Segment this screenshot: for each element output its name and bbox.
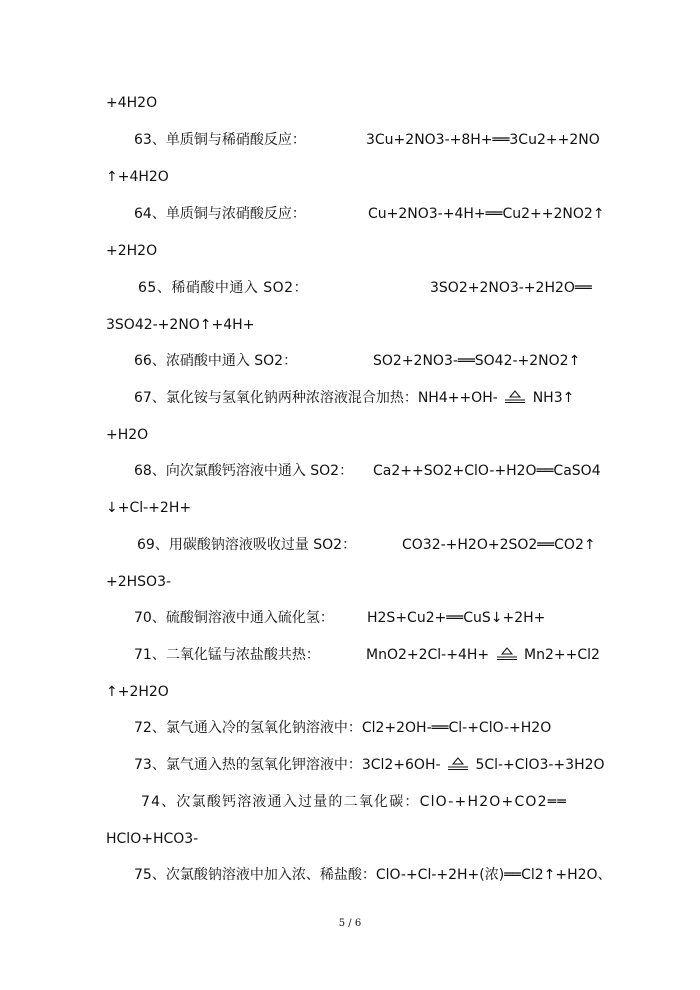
item-67-text	[134, 389, 574, 407]
text-line: ↓+Cl-+2H+	[106, 500, 192, 516]
item-67-product: NH3↑	[532, 390, 575, 406]
item-69-equation: CO32-+H2O+2SO2══CO2↑	[402, 537, 596, 553]
item-67-label: 67、氯化铵与氢氧化钠两种浓溶液混合加热：NH4++OH-	[134, 390, 498, 406]
item-73-products: 5Cl-+ClO3-+3H2O	[475, 757, 605, 773]
item-74-text: 74、次氯酸钙溶液通入过量的二氧化碳：ClO-+H2O+CO2══	[141, 794, 568, 810]
page-number: 5 / 6	[338, 918, 362, 929]
item-68-label: 68、向次氯酸钙溶液中通入 SO2：	[134, 463, 354, 479]
text-line: +4H2O	[106, 95, 158, 111]
item-64-label: 64、单质铜与浓硝酸反应：	[134, 206, 306, 222]
item-72-text: 72、氯气通入冷的氢氧化钠溶液中：Cl2+2OH-══Cl-+ClO-+H2O	[134, 720, 552, 736]
text-line: 3SO42-+2NO↑+4H+	[106, 317, 255, 333]
heat-triangle-icon	[447, 757, 469, 771]
item-71-label: 71、二氧化锰与浓盐酸共热：	[134, 647, 320, 663]
item-63-label: 63、单质铜与稀硝酸反应：	[134, 132, 306, 148]
item-71-products: Mn2++Cl2	[524, 647, 600, 663]
item-69-label: 69、用碳酸钠溶液吸收过量 SO2：	[137, 537, 357, 553]
item-65-equation: 3SO2+2NO3-+2H2O══	[430, 280, 592, 296]
text-line: ↑+2H2O	[106, 684, 169, 700]
text-line: +H2O	[106, 427, 149, 443]
item-73-text	[134, 756, 605, 774]
item-65-label: 65、稀硝酸中通入 SO2：	[138, 280, 309, 296]
item-73-label: 73、氯气通入热的氢氧化钾溶液中：3Cl2+6OH-	[134, 757, 441, 773]
item-68-equation: Ca2++SO2+ClO-+H2O══CaSO4	[373, 463, 601, 479]
heat-triangle-icon	[496, 647, 518, 661]
text-line: +2H2O	[106, 243, 158, 259]
heat-triangle-icon	[504, 390, 526, 404]
item-66-equation: SO2+2NO3-══SO42-+2NO2↑	[373, 353, 581, 369]
item-70-label: 70、硫酸铜溶液中通入硫化氢：	[134, 610, 334, 626]
item-71-reactants: MnO2+2Cl-+4H+	[366, 647, 490, 663]
item-75-text: 75、次氯酸钠溶液中加入浓、稀盐酸：ClO-+Cl-+2H+(浓)══Cl2↑+H2O、	[134, 867, 612, 883]
text-line: HClO+HCO3-	[106, 831, 199, 847]
text-line: +2HSO3-	[106, 574, 172, 590]
item-70-equation: H2S+Cu2+══CuS↓+2H+	[367, 610, 546, 626]
item-66-label: 66、浓硝酸中通入 SO2：	[134, 353, 298, 369]
item-64-equation: Cu+2NO3-+4H+══Cu2++2NO2↑	[368, 206, 605, 222]
text-line: ↑+4H2O	[106, 169, 169, 185]
item-63-equation: 3Cu+2NO3-+8H+══3Cu2++2NO	[366, 132, 600, 148]
item-71-equation	[366, 646, 600, 664]
